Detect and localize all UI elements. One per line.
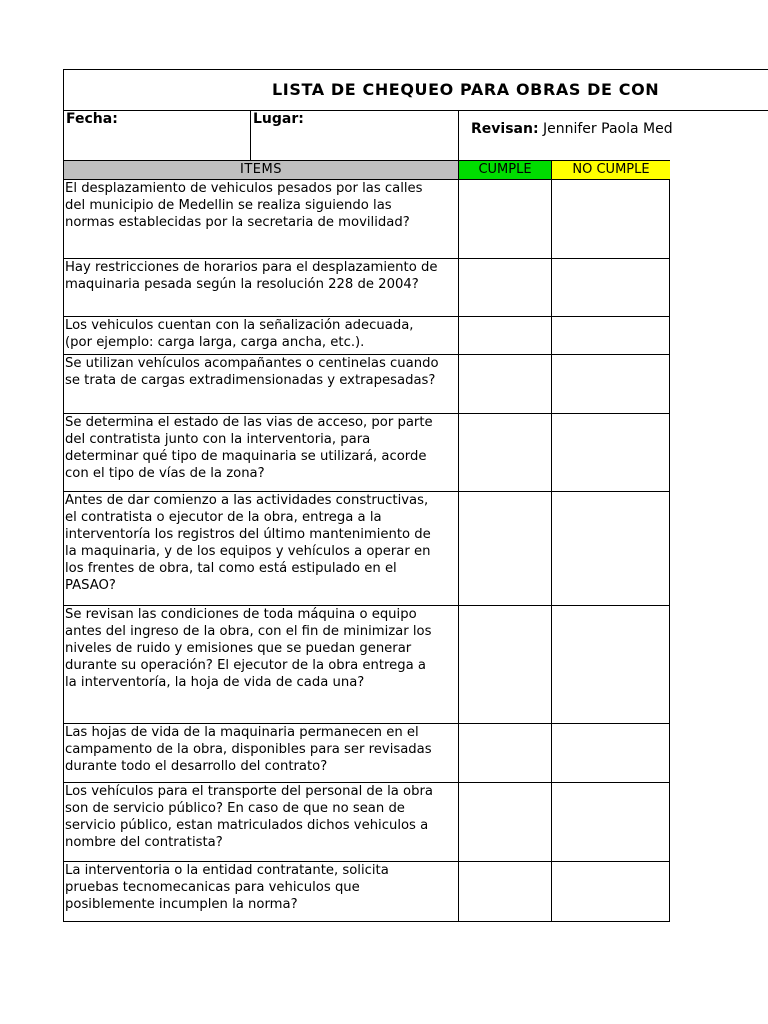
checklist-sheet	[63, 69, 768, 922]
items-column-header: ITEMS	[63, 160, 458, 179]
table-row-item: El desplazamiento de vehiculos pesados por las calles del municipio de Medellin se realiza siguiendo las normas establecidas por la secretaria de movilidad?	[63, 179, 458, 258]
table-row-item: Los vehículos para el transporte del personal de la obra son de servicio público? En caso de que no sean de servicio público, estan matriculados dichos vehiculos a nombre del contratista?	[63, 782, 458, 861]
no-cumple-cell[interactable]	[551, 179, 670, 258]
no-cumple-cell[interactable]	[551, 413, 670, 491]
no-cumple-cell[interactable]	[551, 491, 670, 605]
cumple-cell[interactable]	[458, 491, 551, 605]
table-right-border	[669, 179, 670, 922]
revisan-label: Revisan:	[471, 121, 539, 137]
cumple-cell[interactable]	[458, 316, 551, 354]
no-cumple-cell[interactable]	[551, 782, 670, 861]
cumple-cell[interactable]	[458, 782, 551, 861]
sheet-title: LISTA DE CHEQUEO PARA OBRAS DE CON	[63, 69, 768, 110]
lugar-field[interactable]	[250, 110, 458, 160]
no-cumple-cell[interactable]	[551, 723, 670, 782]
no-cumple-cell[interactable]	[551, 258, 670, 316]
table-row-item: Se determina el estado de las vias de acceso, por parte del contratista junto con la interventoria, para determinar qué tipo de maquinaria se utilizará, acorde con el tipo de vías de la zona?	[63, 413, 458, 491]
cumple-column-header: CUMPLE	[458, 160, 551, 179]
lugar-label: Lugar:	[253, 111, 304, 127]
no-cumple-column-header: NO CUMPLE	[551, 160, 670, 179]
no-cumple-cell[interactable]	[551, 316, 670, 354]
table-row-item: Las hojas de vida de la maquinaria permanecen en el campamento de la obra, disponibles para ser revisadas durante todo el desarrollo del contrato?	[63, 723, 458, 782]
table-row-item: Se revisan las condiciones de toda máquina o equipo antes del ingreso de la obra, con el fin de minimizar los niveles de ruido y emisiones que se puedan generar durante su operación? El ejecutor de la obra entrega a la interventoría, la hoja de vida de cada una?	[63, 605, 458, 723]
no-cumple-cell[interactable]	[551, 354, 670, 413]
no-cumple-cell[interactable]	[551, 861, 670, 922]
cumple-cell[interactable]	[458, 354, 551, 413]
table-row-item: Los vehiculos cuentan con la señalización adecuada, (por ejemplo: carga larga, carga ancha, etc.).	[63, 316, 458, 354]
cumple-cell[interactable]	[458, 258, 551, 316]
cumple-cell[interactable]	[458, 723, 551, 782]
fecha-label: Fecha:	[66, 111, 118, 127]
table-bottom-border	[63, 921, 670, 922]
table-row-item: Hay restricciones de horarios para el desplazamiento de maquinaria pesada según la resolución 228 de 2004?	[63, 258, 458, 316]
cumple-cell[interactable]	[458, 861, 551, 922]
cumple-cell[interactable]	[458, 605, 551, 723]
table-row-item: Se utilizan vehículos acompañantes o centinelas cuando se trata de cargas extradimensionadas y extrapesadas?	[63, 354, 458, 413]
revisan-field[interactable]	[458, 110, 768, 160]
no-cumple-cell[interactable]	[551, 605, 670, 723]
table-row-item: La interventoria o la entidad contratante, solicita pruebas tecnomecanicas para vehiculos que posiblemente incumplen la norma?	[63, 861, 458, 922]
cumple-cell[interactable]	[458, 179, 551, 258]
cumple-cell[interactable]	[458, 413, 551, 491]
table-row-item: Antes de dar comienzo a las actividades constructivas, el contratista o ejecutor de la obra, entrega a la interventoría los registros del último mantenimiento de la maquinaria, y de los equipos y vehículos a operar en los frentes de obra, tal como está estipulado en el PASAO?	[63, 491, 458, 605]
fecha-field[interactable]	[63, 110, 250, 160]
revisan-value: Jennifer Paola Med	[543, 121, 673, 137]
